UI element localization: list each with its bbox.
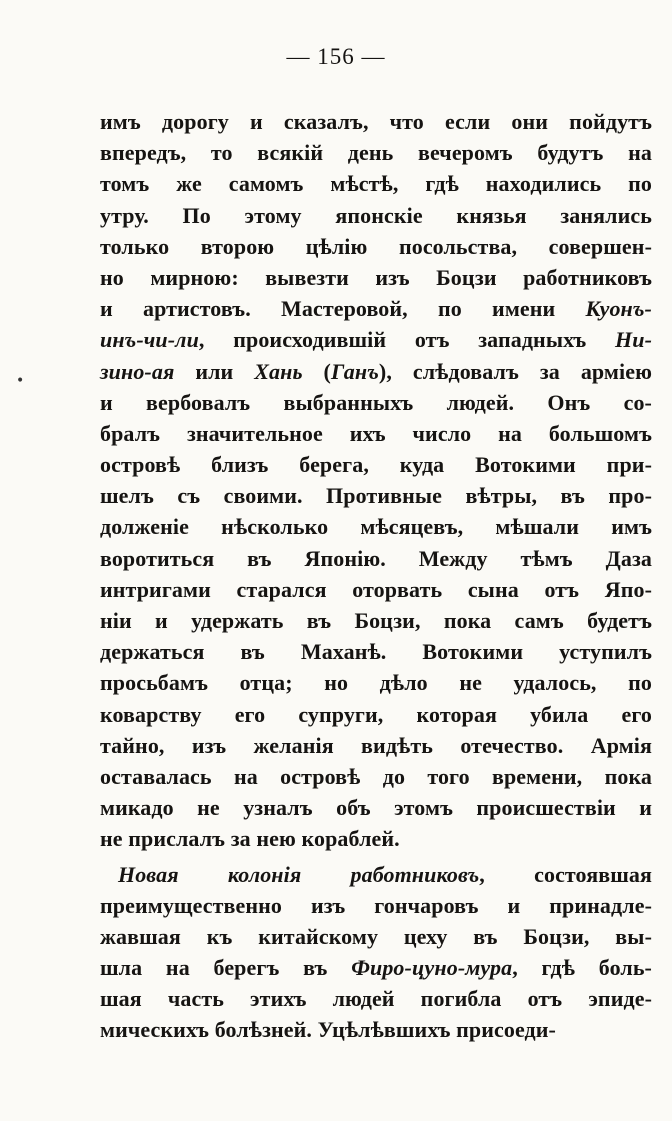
paragraph: [100, 106, 652, 855]
text-segment: просьбамъ отца; но дѣло не удалось, по: [100, 670, 652, 696]
text-segment: но мирною: вывезти изъ Боцзи работниковъ: [100, 264, 652, 290]
text-line: [100, 418, 652, 449]
text-line: [100, 511, 652, 542]
text-line: [100, 859, 652, 890]
text-segment: (: [302, 358, 331, 384]
text-segment: интригами старался оторвать сына отъ Япо-: [100, 576, 652, 602]
text-line: [100, 605, 652, 636]
text-line: [100, 356, 652, 387]
text-segment: островѣ близъ берега, куда Вотокими при-: [100, 452, 652, 478]
text-line: [100, 200, 652, 231]
italic-segment: Хань: [254, 358, 303, 384]
text-segment: , происходившій отъ западныхъ: [198, 327, 616, 353]
text-segment: и вербовалъ выбранныхъ людей. Онъ со-: [100, 389, 652, 415]
text-segment: ), слѣдовалъ за арміею: [378, 358, 652, 384]
italic-segment: Куонъ-: [585, 296, 652, 322]
text-line: [100, 262, 652, 293]
text-line: [100, 543, 652, 574]
text-segment: жавшая къ китайскому цеху въ Боцзи, вы-: [100, 923, 652, 949]
text-line: [100, 574, 652, 605]
text-segment: шелъ съ своими. Противные вѣтры, въ про-: [100, 483, 652, 509]
text-line: [100, 952, 652, 983]
text-line: [100, 324, 652, 355]
italic-segment: инъ-чи-ли: [100, 327, 199, 353]
text-segment: коварству его супруги, которая убила его: [100, 701, 652, 727]
margin-mark: •: [16, 373, 25, 389]
text-line: [100, 636, 652, 667]
italic-segment: Ганъ: [330, 358, 379, 384]
text-line: [100, 387, 652, 418]
text-line: [100, 293, 652, 324]
text-segment: бралъ значительное ихъ число на большомъ: [100, 420, 652, 446]
text-line: [100, 699, 652, 730]
text-segment: тайно, изъ желанія видѣть отечество. Армія: [100, 732, 652, 758]
text-line: [100, 449, 652, 480]
text-line: [100, 890, 652, 921]
text-segment: шая часть этихъ людей погибла отъ эпиде-: [100, 986, 652, 1012]
text-segment: только второю цѣлію посольства, совершен-: [100, 233, 652, 259]
text-line: [100, 137, 652, 168]
text-segment: не прислалъ за нею кораблей.: [100, 826, 400, 852]
text-line: [100, 823, 652, 854]
text-segment: микадо не узналъ объ этомъ происшествіи и: [100, 795, 652, 821]
text-line: [100, 231, 652, 262]
text-segment: воротиться въ Японію. Между тѣмъ Даза: [100, 545, 652, 571]
italic-segment: Фиро-цуно-мура: [351, 955, 513, 981]
text-segment: шла на берегъ въ: [100, 955, 352, 981]
text-segment: впередъ, то всякій день вечеромъ будутъ на: [100, 140, 652, 166]
text-line: [100, 1014, 652, 1045]
paragraph: [100, 859, 652, 1046]
text-line: [100, 106, 652, 137]
text-line: [100, 667, 652, 698]
italic-segment: зино-ая: [100, 358, 175, 384]
italic-segment: Новая колонія работниковъ: [118, 861, 480, 887]
text-segment: держаться въ Маханѣ. Вотокими уступилъ: [100, 639, 652, 665]
text-segment: , гдѣ боль-: [512, 955, 652, 981]
text-line: [100, 761, 652, 792]
text-segment: ніи и удержать въ Боцзи, пока самъ будетъ: [100, 608, 652, 633]
text-line: [100, 168, 652, 199]
text-line: [100, 921, 652, 952]
text-segment: имъ дорогу и сказалъ, что если они пойдутъ: [100, 109, 652, 134]
text-segment: утру. По этому японскіе князья занялись: [100, 202, 652, 228]
italic-segment: Ни-: [615, 327, 652, 353]
text-segment: и артистовъ. Мастеровой, по имени: [100, 296, 586, 322]
text-segment: оставалась на островѣ до того времени, пока: [100, 763, 652, 789]
text-line: [100, 983, 652, 1014]
text-segment: или: [174, 358, 255, 384]
text-line: [100, 730, 652, 761]
text-segment: преимущественно изъ гончаровъ и принадле-: [100, 892, 652, 918]
text-line: [100, 792, 652, 823]
body-text: [100, 106, 652, 1046]
text-segment: томъ же самомъ мѣстѣ, гдѣ находились по: [100, 171, 652, 197]
page-number: — 156 —: [286, 44, 386, 69]
text-segment: , состоявшая: [479, 861, 652, 887]
text-line: [100, 480, 652, 511]
text-segment: мическихъ болѣзней. Уцѣлѣвшихъ присоеди-: [100, 1017, 556, 1043]
text-segment: долженіе нѣсколько мѣсяцевъ, мѣшали имъ: [100, 514, 652, 540]
